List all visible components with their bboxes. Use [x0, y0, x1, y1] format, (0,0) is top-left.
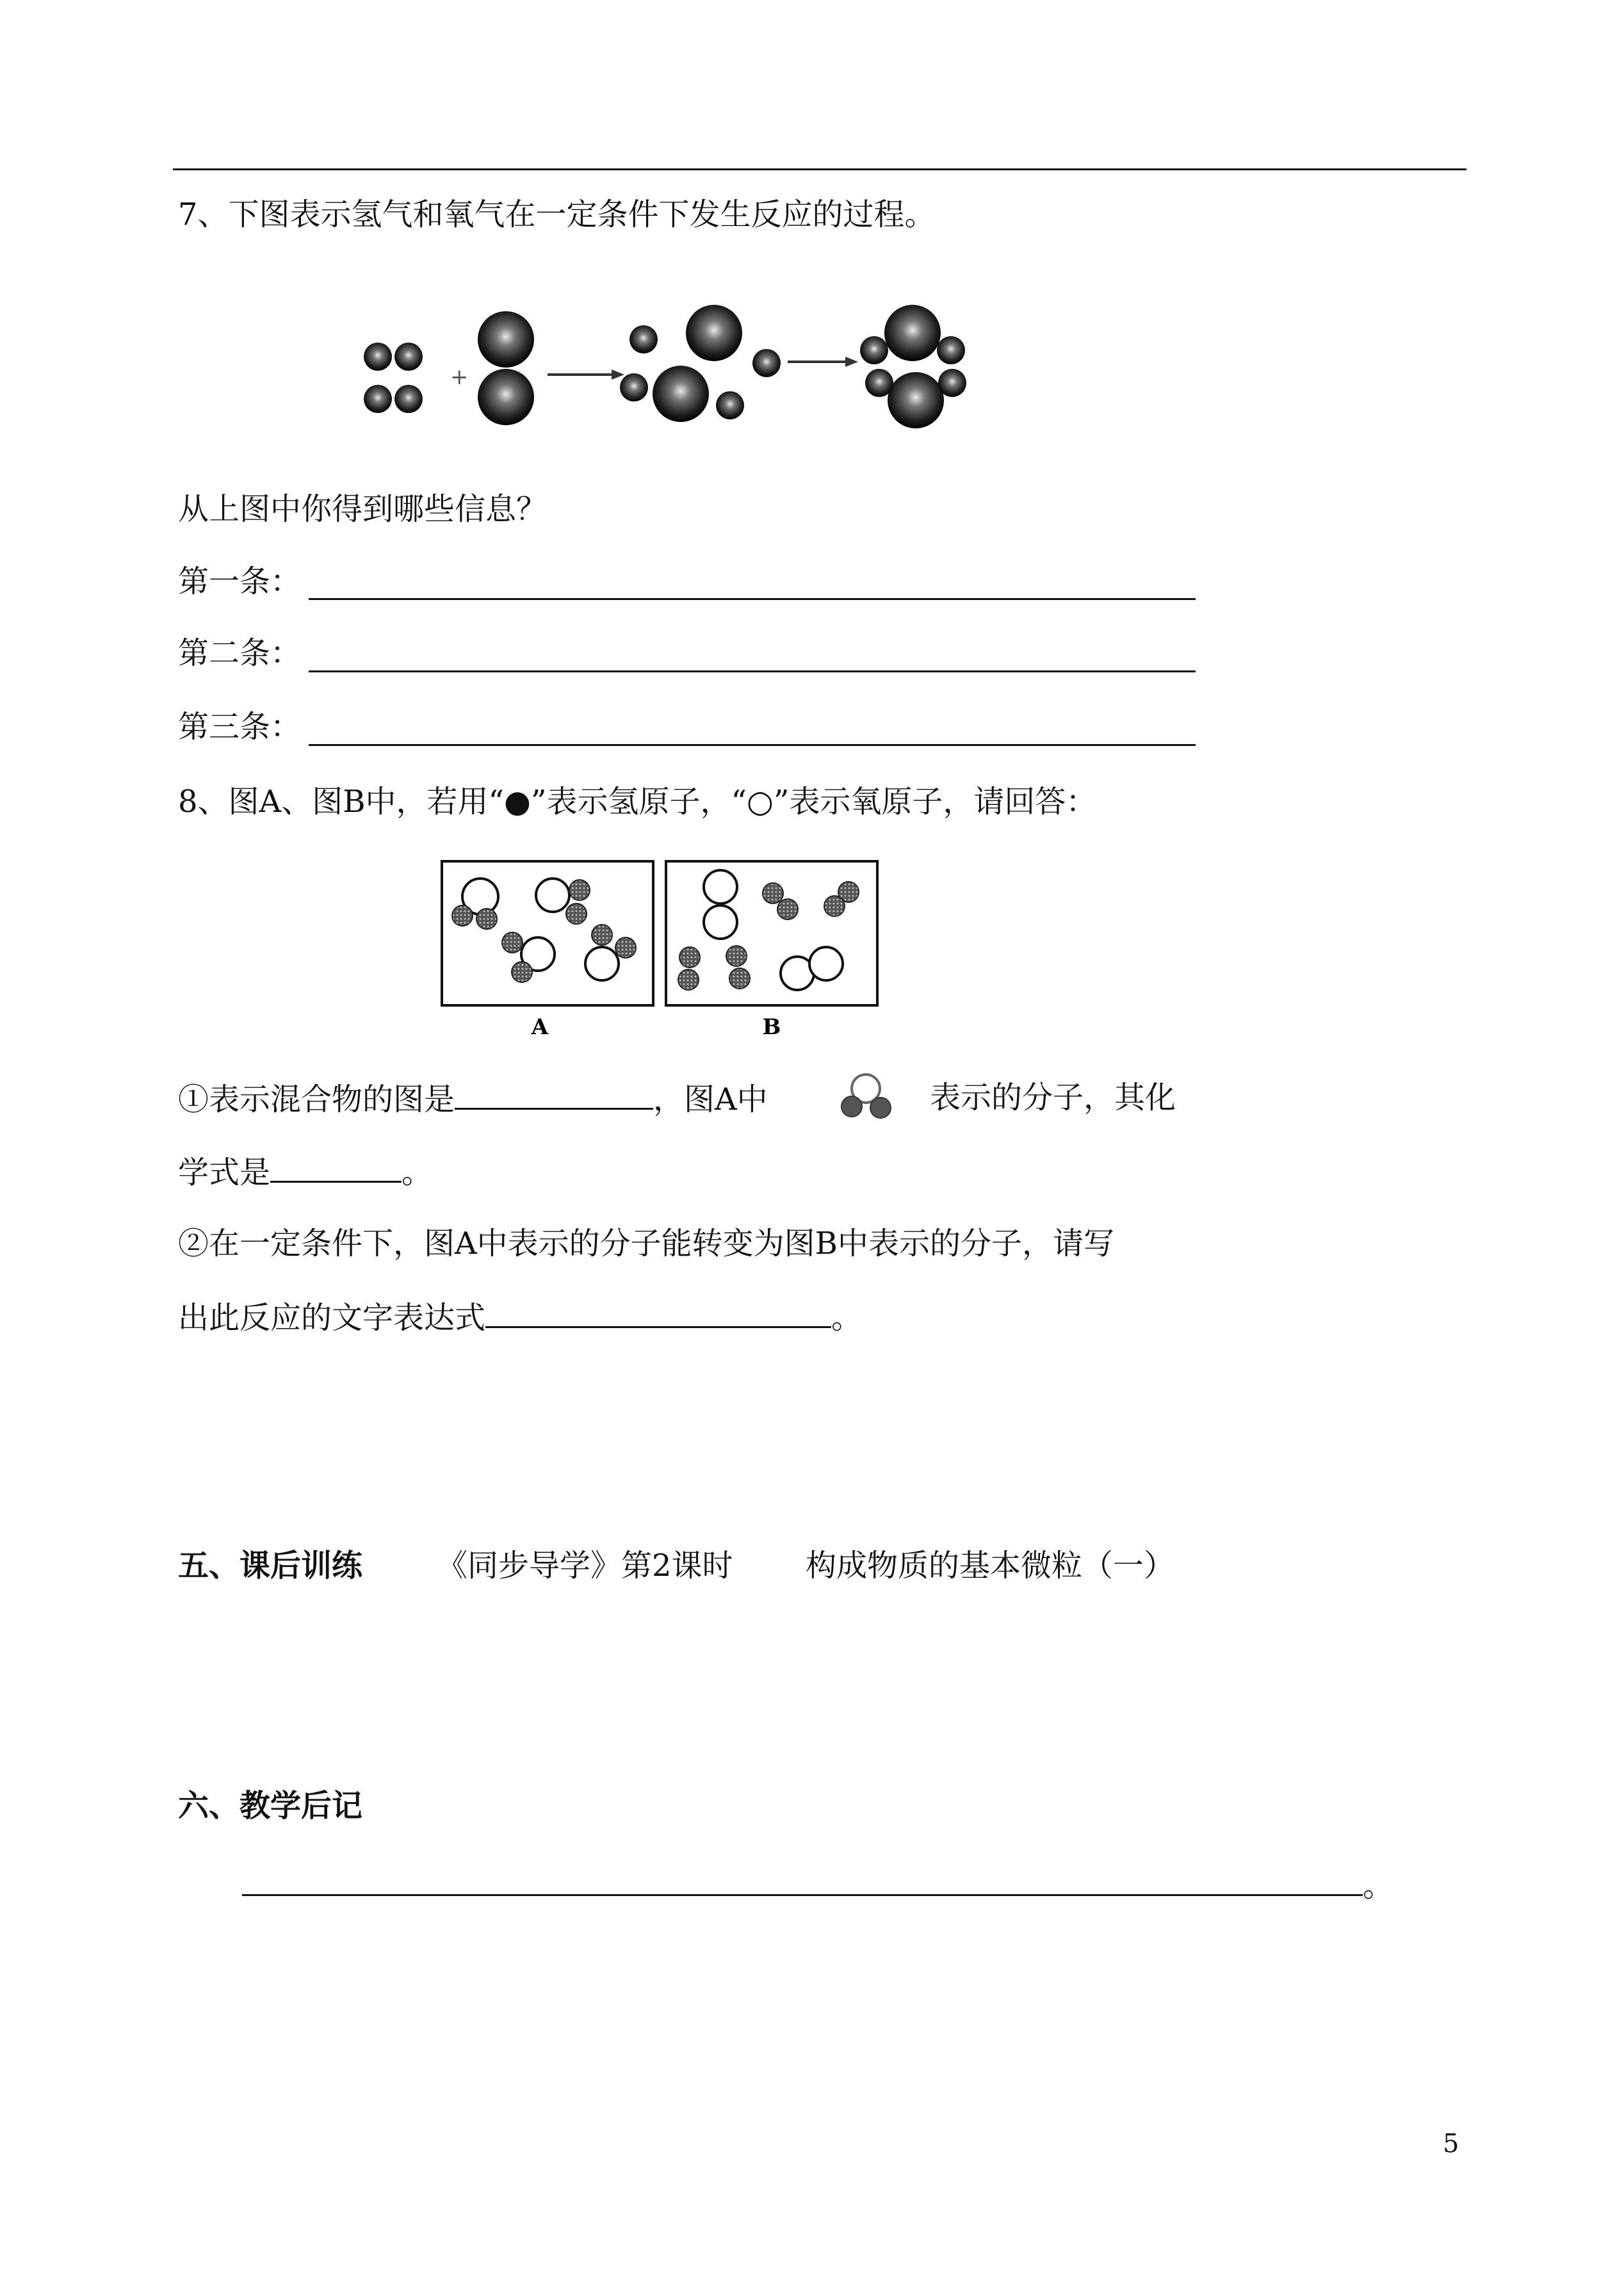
section5-heading: 五、课后训练 — [178, 1548, 363, 1584]
page-number: 5 — [1443, 2129, 1459, 2159]
box-a — [442, 861, 653, 1005]
part2-text-c: 。 — [831, 1300, 863, 1336]
q7-question: 7、下图表示氢气和氧气在一定条件下发生反应的过程。 — [178, 197, 936, 232]
answer-label-1: 第一条： — [178, 564, 302, 599]
molecule-icon — [836, 1069, 897, 1127]
part1-text-b: ，图A中 — [653, 1082, 768, 1117]
molecule-boxes-diagram — [432, 852, 919, 1044]
hydrogen-molecules — [364, 343, 423, 413]
part1-text-c: 表示的分子，其化 — [930, 1080, 1176, 1115]
header-rule — [173, 168, 1466, 170]
arrow-1 — [548, 369, 624, 380]
water-molecules — [860, 305, 966, 428]
box-b-label: B — [762, 1014, 781, 1040]
part2-text-b: 出此反应的文字表达式 — [178, 1300, 486, 1336]
blank-formula[interactable] — [270, 1151, 402, 1183]
section5-book: 《同步导学》第2课时 — [437, 1548, 733, 1584]
reaction-diagram — [352, 269, 993, 448]
reflection-end-mark: 。 — [1363, 1868, 1394, 1904]
part1-text-d: 学式是 — [178, 1155, 271, 1190]
blank-word-equation[interactable] — [485, 1297, 831, 1328]
q8-part2-line2 — [178, 1297, 862, 1337]
part1-text-e: 。 — [402, 1155, 433, 1190]
answer-line-3[interactable] — [309, 744, 1196, 746]
q7-prompt: 从上图中你得到哪些信息？ — [178, 491, 548, 527]
arrow-2 — [788, 357, 858, 367]
blank-mixture-figure[interactable] — [455, 1078, 653, 1110]
box-a-label: A — [531, 1014, 549, 1040]
box-b — [666, 861, 877, 1005]
q8-part1-line2 — [178, 1151, 432, 1192]
answer-label-2: 第二条： — [178, 635, 302, 671]
part2-text-a: ②在一定条件下，图A中表示的分子能转变为图B中表示的分子，请写 — [178, 1226, 1114, 1261]
part1-text-a: ①表示混合物的图是 — [178, 1082, 455, 1117]
section6-heading: 六、教学后记 — [178, 1788, 363, 1824]
separated-atoms — [620, 305, 781, 422]
oxygen-molecule — [478, 311, 534, 425]
answer-label-3: 第三条： — [178, 709, 302, 745]
section5-topic: 构成物质的基本微粒（一） — [806, 1548, 1175, 1584]
q8-question: 8、图A、图B中，若用“●”表示氢原子，“○”表示氧原子，请回答： — [178, 784, 1097, 820]
answer-line-1[interactable] — [309, 598, 1196, 600]
answer-line-2[interactable] — [309, 670, 1196, 672]
q8-part1-line1 — [178, 1078, 768, 1119]
reflection-line[interactable] — [242, 1894, 1363, 1896]
plus-sign: + — [450, 364, 469, 390]
